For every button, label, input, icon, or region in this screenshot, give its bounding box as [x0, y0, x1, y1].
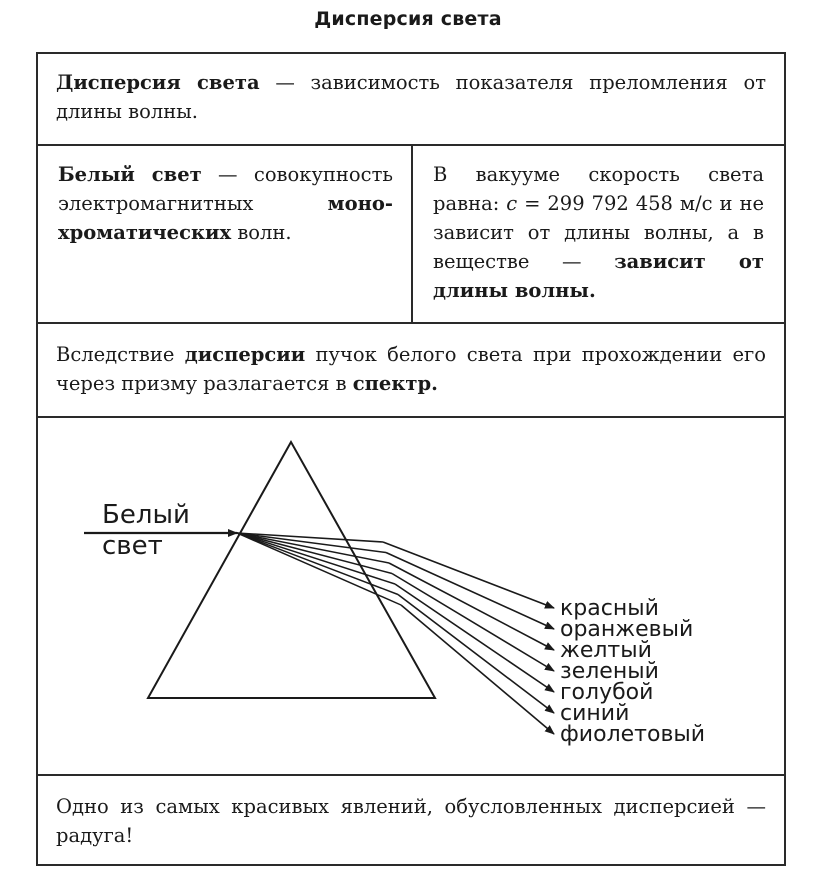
- white-label-line1: Белый: [102, 500, 190, 530]
- page-title: Дисперсия света: [314, 8, 502, 30]
- speed-symbol: c: [506, 192, 518, 215]
- prism-diagram-cell: [38, 418, 784, 776]
- prism-diagram: [38, 418, 784, 774]
- definition-text: — зависимость показателя преломления от длины волны.: [56, 71, 766, 123]
- vacuum-bold: зависит от длины волны.: [433, 250, 765, 302]
- definition-cell: [38, 54, 784, 146]
- prism-bold2: спектр.: [352, 372, 438, 395]
- spectrum-label-5: голубой: [560, 680, 654, 705]
- prism-text2: пучок белого света при прохождении его через призму разлагается в: [56, 343, 767, 395]
- spectrum-label-1: красный: [560, 596, 659, 621]
- spectrum-labels: [560, 596, 705, 747]
- vacuum-cell: [413, 146, 784, 322]
- prism-note-cell: [38, 324, 784, 418]
- inner-ray-6: [237, 533, 398, 595]
- spectrum-label-4: зеленый: [560, 659, 659, 684]
- vacuum-text1: В вакууме скорость света равна:: [433, 163, 764, 215]
- spectrum-ray-1: [383, 542, 554, 608]
- white-light-term: Белый свет: [58, 163, 202, 186]
- middle-row: [38, 146, 784, 324]
- white-light-text2: волн.: [231, 221, 292, 244]
- white-light-cell: [38, 146, 413, 322]
- white-light-bold: монохроматических: [58, 192, 393, 244]
- vacuum-text2: = 299 792 458 м/с и не зависит от длины волны, а в веществе —: [433, 192, 764, 273]
- prism-text1: Вследствие: [56, 343, 185, 366]
- white-label-line2: свет: [102, 531, 163, 561]
- spectrum-ray-6: [398, 595, 554, 714]
- spectrum-rays: [237, 533, 554, 734]
- spectrum-label-6: синий: [560, 701, 630, 726]
- prism-bold1: дисперсии: [184, 343, 306, 366]
- spectrum-label-2: оранжевый: [560, 617, 694, 642]
- white-light-text1: — совокупность электромагнитных: [58, 163, 393, 215]
- definition-term: Дисперсия света: [56, 71, 260, 94]
- rainbow-note-cell: Одно из самых красивых явлений, обусловленных дисперсией — радуга!: [56, 795, 766, 847]
- spectrum-ray-2: [386, 553, 554, 630]
- spectrum-label-7: фиолетовый: [560, 722, 706, 747]
- prism-triangle: [148, 442, 435, 698]
- spectrum-ray-4: [392, 574, 554, 672]
- spectrum-label-3: желтый: [560, 638, 652, 663]
- info-table: [36, 52, 786, 866]
